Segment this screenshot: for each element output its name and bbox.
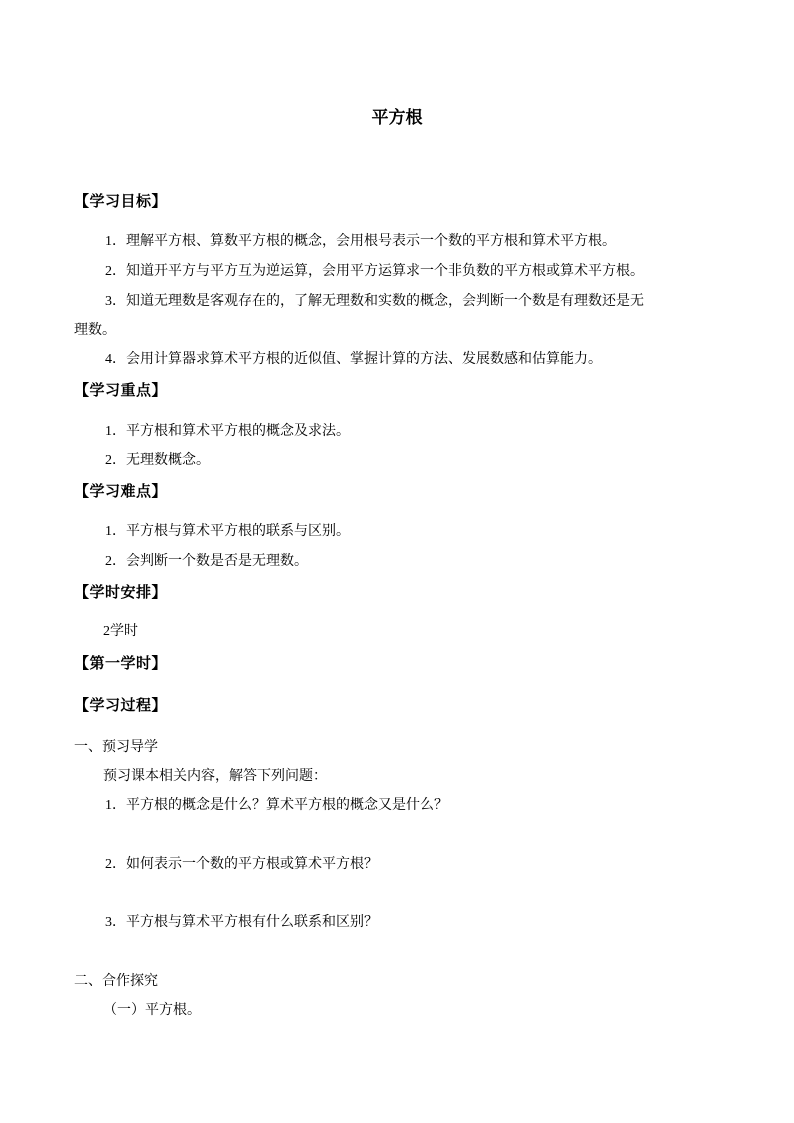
- schedule-value: [103, 621, 138, 642]
- section-cooperation-title: 二、合作探究: [74, 973, 158, 989]
- key-point-item-2: [105, 450, 210, 471]
- difficulty-item-2: [105, 551, 308, 572]
- section-preview-title: 一、预习导学: [74, 739, 158, 755]
- objective-item-4: [105, 349, 602, 370]
- objective-number: 4．: [105, 352, 126, 367]
- objective-text: 知道无理数是客观存在的，了解无理数和实数的概念，会判断一个数是有理数还是无: [126, 293, 644, 309]
- difficulties-heading: 【学习难点】: [74, 482, 168, 500]
- objective-item-1: [105, 231, 616, 252]
- objectives-heading: 【学习目标】: [74, 192, 168, 210]
- question-text: 平方根的概念是什么？算术平方根的概念又是什么？: [126, 797, 448, 813]
- preview-question-3: [105, 912, 378, 933]
- objective-number: 2．: [105, 264, 126, 279]
- key-point-number: 1．: [105, 424, 126, 439]
- difficulty-number: 1．: [105, 524, 126, 539]
- schedule-unit: 学时: [110, 623, 138, 639]
- key-point-item-1: [105, 421, 350, 442]
- key-points-heading: 【学习重点】: [74, 381, 168, 399]
- schedule-heading: 【学时安排】: [74, 583, 168, 601]
- question-number: 2．: [105, 857, 126, 872]
- preview-question-1: [105, 795, 448, 816]
- difficulty-text: 会判断一个数是否是无理数。: [126, 553, 308, 569]
- question-number: 1．: [105, 798, 126, 813]
- key-point-number: 2．: [105, 453, 126, 468]
- objective-item-2: [105, 261, 644, 282]
- document-title: 平方根: [371, 108, 423, 128]
- difficulty-text: 平方根与算术平方根的联系与区别。: [126, 523, 350, 539]
- subsection-square-root: （一）平方根。: [103, 1002, 201, 1018]
- difficulty-number: 2．: [105, 554, 126, 569]
- key-point-text: 平方根和算术平方根的概念及求法。: [126, 423, 350, 439]
- objective-number: 1．: [105, 234, 126, 249]
- question-text: 平方根与算术平方根有什么联系和区别？: [126, 914, 378, 930]
- first-period-heading: 【第一学时】: [74, 654, 168, 672]
- objective-item-3-continuation: 理数。: [74, 322, 116, 338]
- objective-item-3: [105, 291, 644, 312]
- objective-text: 知道开平方与平方互为逆运算，会用平方运算求一个非负数的平方根或算术平方根。: [126, 263, 644, 279]
- objective-number: 3．: [105, 294, 126, 309]
- objective-text: 会用计算器求算术平方根的近似值、掌握计算的方法、发展数感和估算能力。: [126, 351, 602, 367]
- preview-question-2: [105, 854, 378, 875]
- question-text: 如何表示一个数的平方根或算术平方根？: [126, 856, 378, 872]
- difficulty-item-1: [105, 521, 350, 542]
- schedule-number: 2: [103, 624, 110, 639]
- preview-intro: 预习课本相关内容，解答下列问题：: [103, 768, 327, 784]
- question-number: 3．: [105, 915, 126, 930]
- objective-text: 理解平方根、算数平方根的概念，会用根号表示一个数的平方根和算术平方根。: [126, 233, 616, 249]
- key-point-text: 无理数概念。: [126, 452, 210, 468]
- process-heading: 【学习过程】: [74, 696, 168, 714]
